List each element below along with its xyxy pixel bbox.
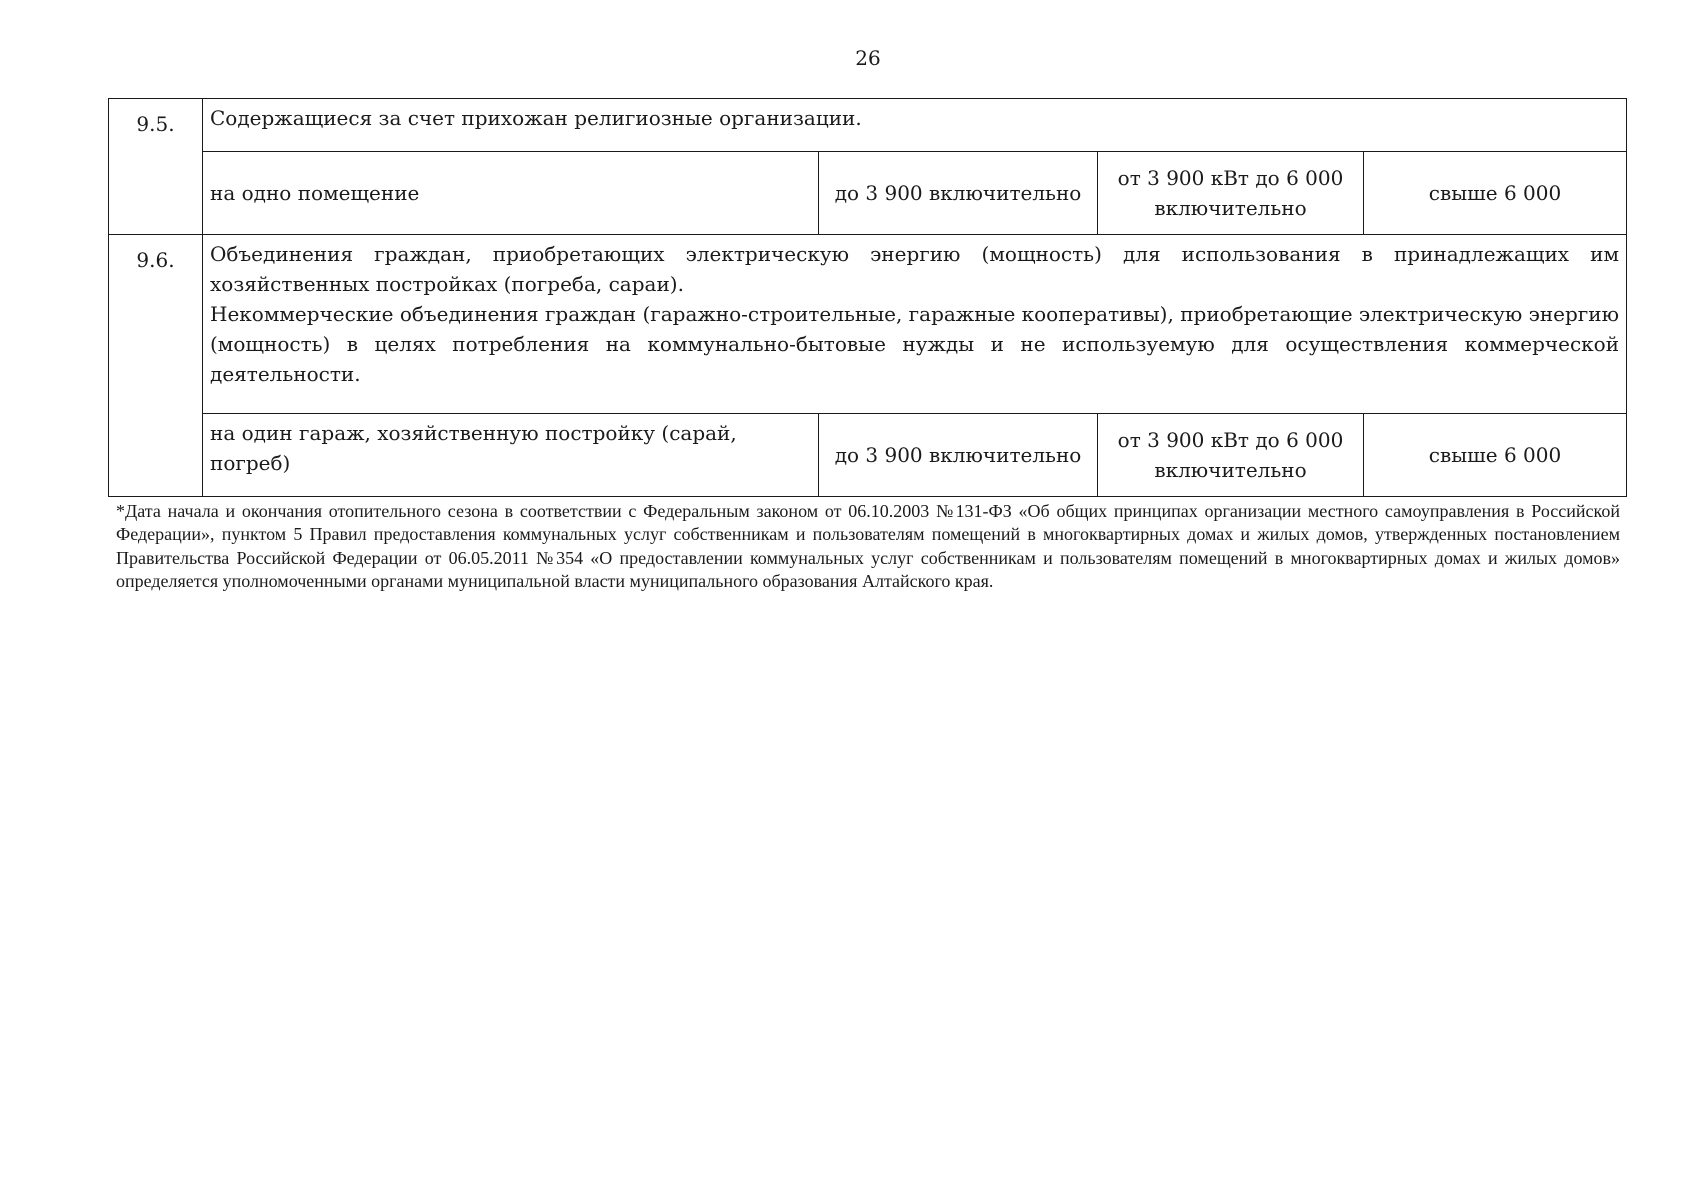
page-number: 26 (855, 46, 881, 70)
range-high-9-5: свыше 6 000 (1364, 152, 1627, 235)
range-low-9-6: до 3 900 включительно (819, 414, 1098, 497)
row-number-9-6: 9.6. (109, 235, 203, 497)
range-high-9-6: свыше 6 000 (1364, 414, 1627, 497)
table-row-9-6-title (109, 235, 1627, 414)
table-row-9-5-values (109, 152, 1627, 235)
category-paragraph-1: Объединения граждан, приобретающих электрическую энергию (мощность) для использования в принадлежащих им хозяйственных постройках (погреба, сараи). (210, 242, 1620, 296)
unit-label-9-6: на один гараж, хозяйственную постройку (сарай, погреб) (203, 414, 819, 497)
table-row-9-6-values (109, 414, 1627, 497)
category-title-9-6 (203, 235, 1627, 414)
range-mid-9-5: от 3 900 кВт до 6 000 включительно (1098, 152, 1364, 235)
row-number-9-5: 9.5. (109, 99, 203, 235)
footnote: *Дата начала и окончания отопительного сезона в соответствии с Федеральным законом от 06.10.2003 №131-ФЗ «Об общих принципах организации местного самоуправления в Российской Федерации», пунктом 5 Правил предоставления коммунальных услуг собственникам и пользователям помещений в многоквартирных домах и жилых домов, утвержденных постановлением Правительства Российской Федерации от 06.05.2011 №354 «О предоставлении коммунальных услуг собственникам и пользователям помещений в многоквартирных домах и жилых домов» определяется уполномоченными органами муниципальной власти муниципального образования Алтайского края. (116, 501, 1620, 592)
range-low-9-5: до 3 900 включительно (819, 152, 1098, 235)
category-title-9-5: Содержащиеся за счет прихожан религиозные организации. (203, 99, 1627, 152)
table-row-9-5-title (109, 99, 1627, 152)
category-paragraph-2: Некоммерческие объединения граждан (гаражно-строительные, гаражные кооперативы), приобретающие электрическую энергию (мощность) в целях потребления на коммунально-бытовые нужды и не используемую для осуществления коммерческой деятельности. (210, 302, 1620, 386)
range-mid-9-6: от 3 900 кВт до 6 000 включительно (1098, 414, 1364, 497)
tariff-table (108, 98, 1627, 497)
unit-label-9-5: на одно помещение (203, 152, 819, 235)
